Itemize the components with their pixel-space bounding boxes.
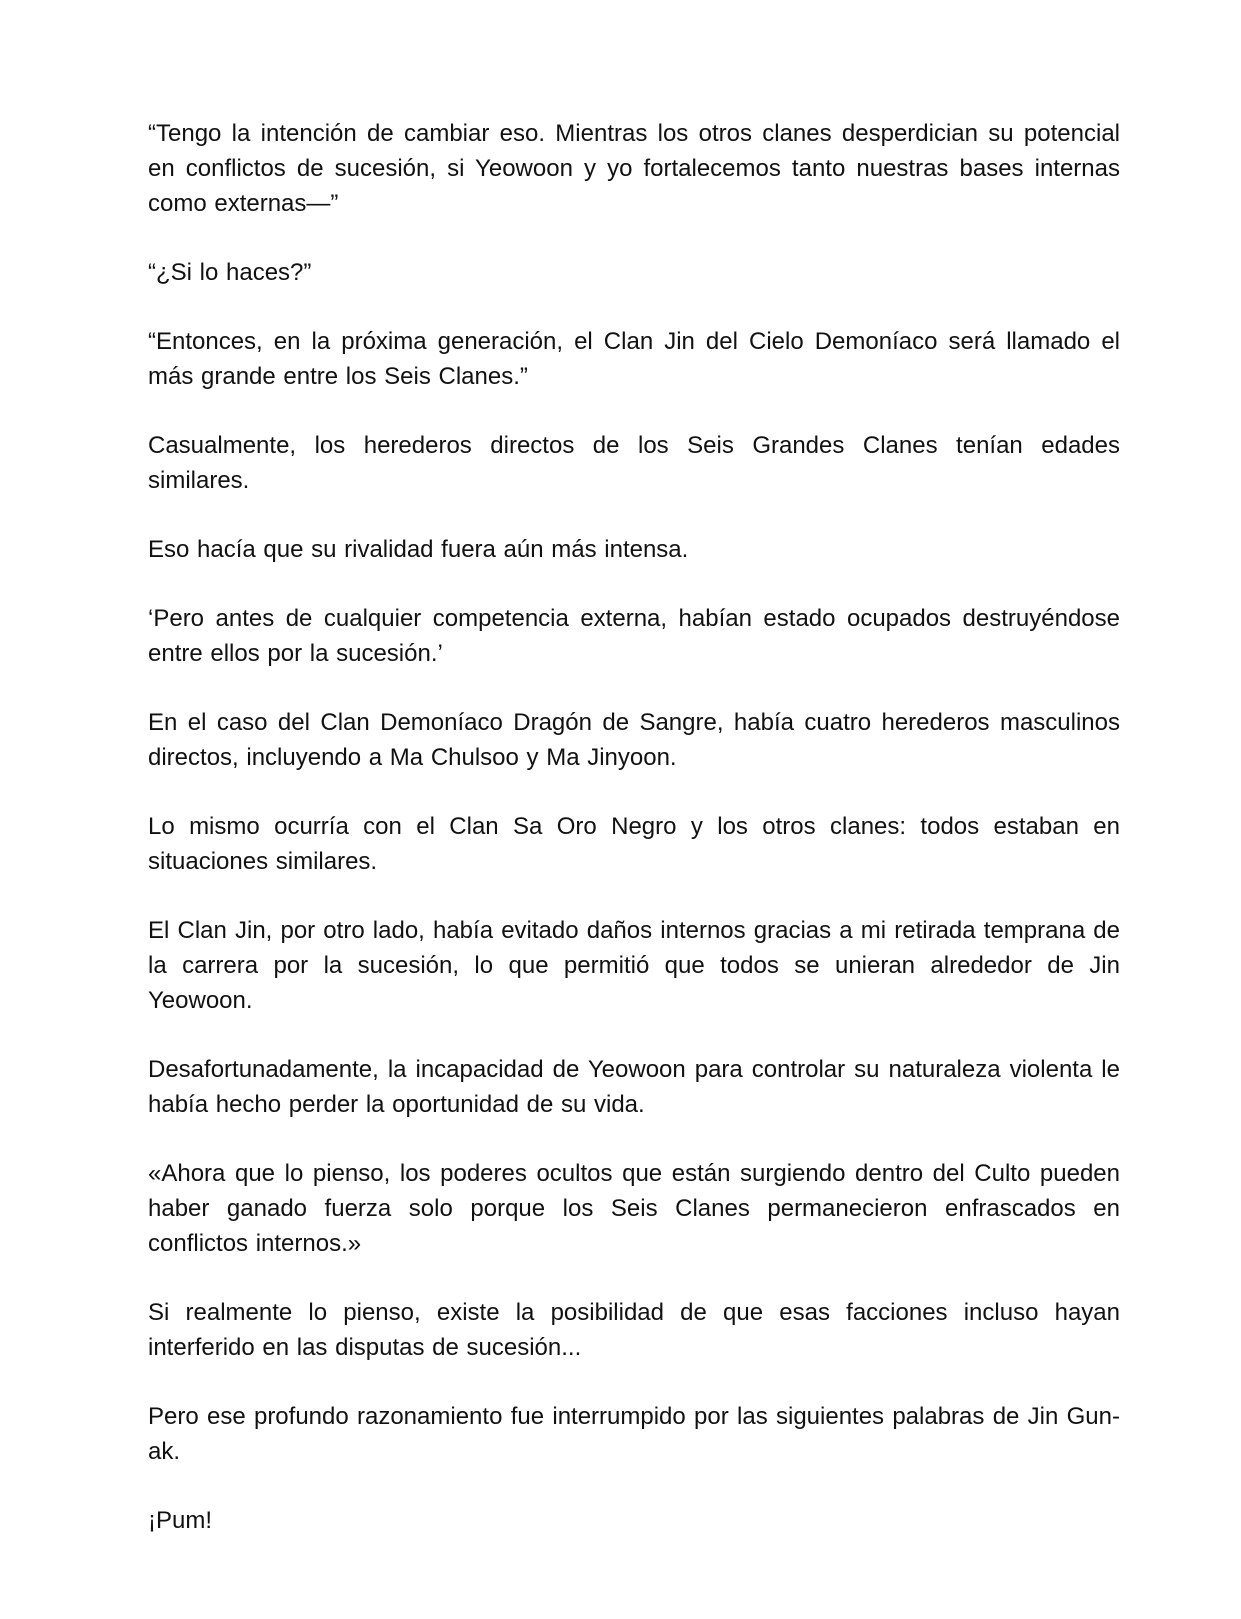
paragraph: ¡Pum! (148, 1507, 213, 1534)
paragraph: Eso hacía que su rivalidad fuera aún más intensa. (148, 536, 689, 563)
paragraph: Casualmente, los herederos directos de los Seis Grandes Clanes tenían edades similares. (148, 432, 1120, 494)
paragraph: «Ahora que lo pienso, los poderes ocultos que están surgiendo dentro del Culto pueden haber ganado fuerza solo porque los Seis Clanes permanecieron enfrascados en conflictos internos.» (148, 1160, 1120, 1257)
document-body (148, 116, 1120, 1572)
paragraph: Desafortunadamente, la incapacidad de Yeowoon para controlar su naturaleza violenta le había hecho perder la oportunidad de su vida. (148, 1056, 1120, 1118)
paragraph: “Tengo la intención de cambiar eso. Mientras los otros clanes desperdician su potencial en conflictos de sucesión, si Yeowoon y yo fortalecemos tanto nuestras bases internas como externas—” (148, 120, 1120, 217)
paragraph: Pero ese profundo razonamiento fue interrumpido por las siguientes palabras de Jin Gun-ak. (148, 1403, 1120, 1465)
paragraph: ‘Pero antes de cualquier competencia externa, habían estado ocupados destruyéndose entre ellos por la sucesión.’ (148, 605, 1120, 667)
paragraph: Si realmente lo pienso, existe la posibilidad de que esas facciones incluso hayan interferido en las disputas de sucesión... (148, 1299, 1120, 1361)
paragraph: “Entonces, en la próxima generación, el Clan Jin del Cielo Demoníaco será llamado el más grande entre los Seis Clanes.” (148, 328, 1120, 390)
paragraph: El Clan Jin, por otro lado, había evitado daños internos gracias a mi retirada temprana de la carrera por la sucesión, lo que permitió que todos se unieran alrededor de Jin Yeowoon. (148, 917, 1120, 1014)
paragraph: “¿Si lo haces?” (148, 259, 312, 286)
paragraph: En el caso del Clan Demoníaco Dragón de Sangre, había cuatro herederos masculinos directos, incluyendo a Ma Chulsoo y Ma Jinyoon. (148, 709, 1120, 771)
paragraph: Lo mismo ocurría con el Clan Sa Oro Negro y los otros clanes: todos estaban en situaciones similares. (148, 813, 1120, 875)
